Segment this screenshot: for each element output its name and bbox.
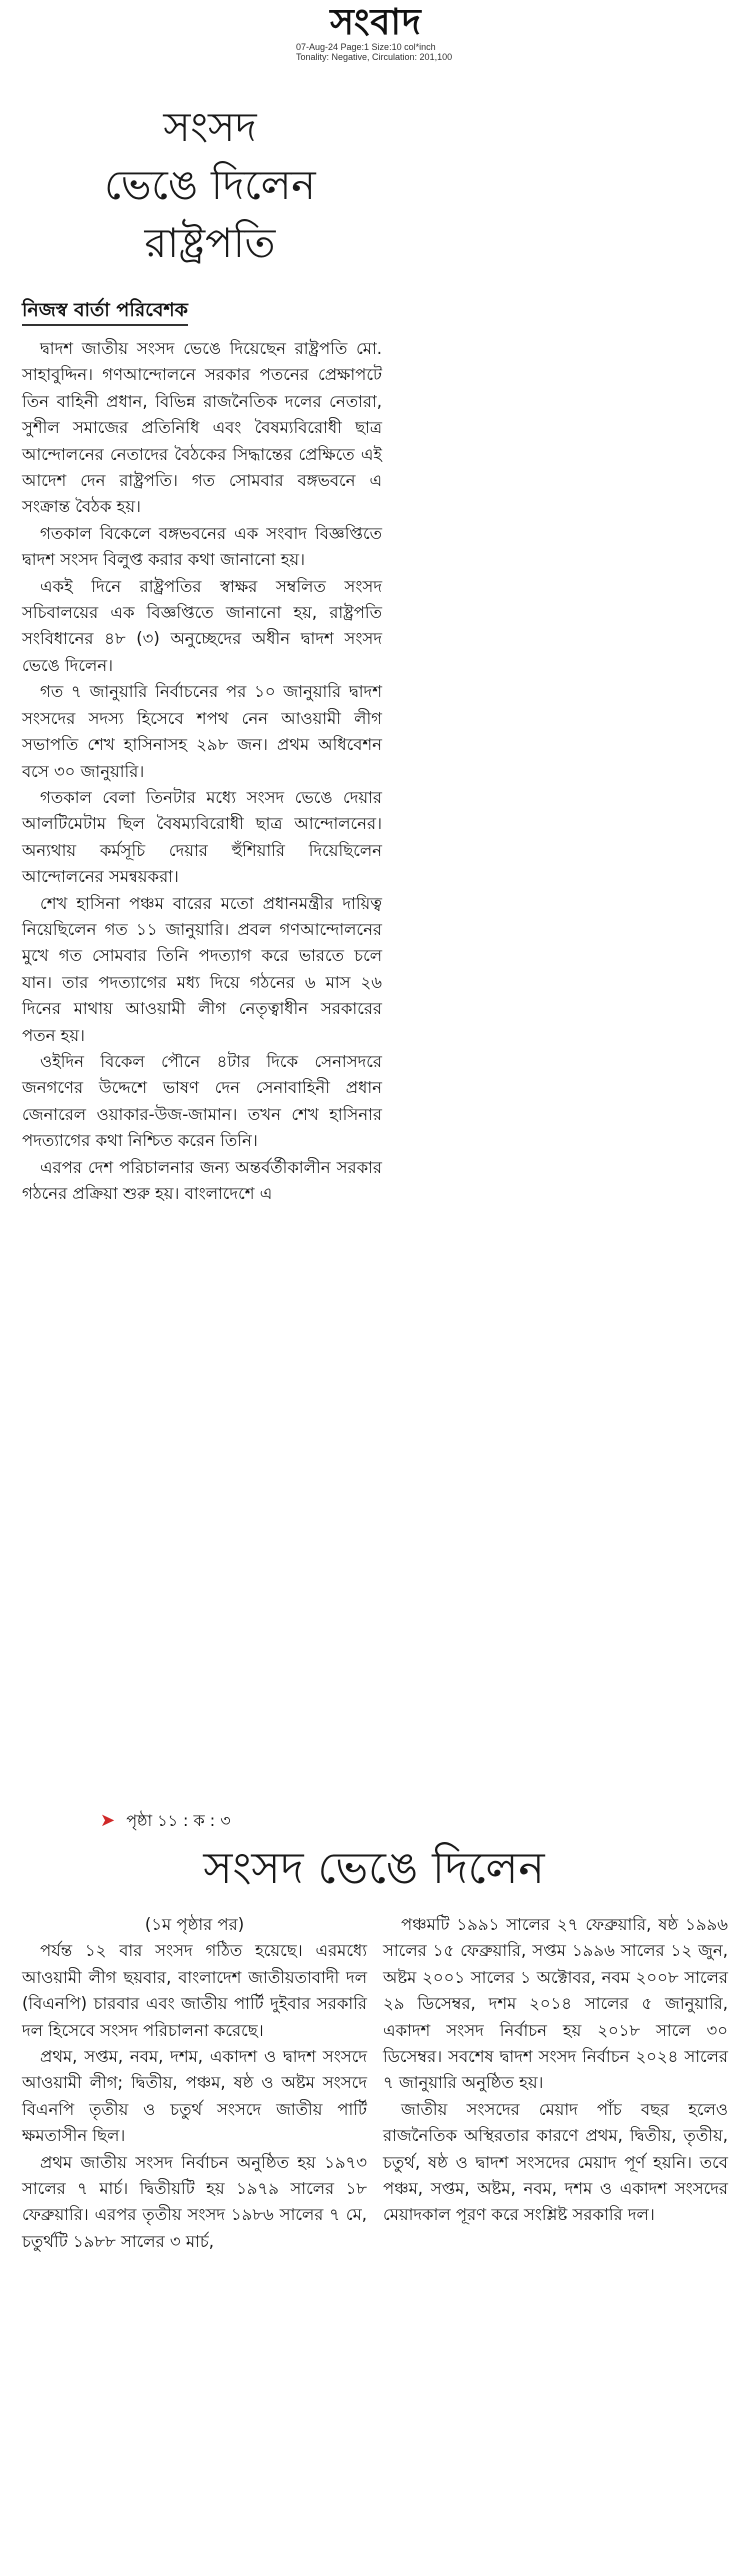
paragraph: শেখ হাসিনা পঞ্চম বারের মতো প্রধানমন্ত্রীর দায়িত্ব নিয়েছিলেন গত ১১ জানুয়ারি। প্রবল গণআন্দোলনের মুখে গত সোমবার তিনি পদত্যাগ করে ভারতে চলে যান। তার পদত্যাগের মধ্য দিয়ে গঠনের ৬ মাস ২৬ দিনের মাথায় আওয়ামী লীগ নেতৃত্বাধীন সরকারের পতন হয়।	[22, 893, 382, 1045]
paragraph: প্রথম, সপ্তম, নবম, দশম, একাদশ ও দ্বাদশ সংসদে আওয়ামী লীগ; দ্বিতীয়, পঞ্চম, ষষ্ঠ ও অষ্টম সংসদে বিএনপি তৃতীয় ও চতুর্থ সংসদে জাতীয় পার্টি ক্ষমতাসীন ছিল।	[22, 2047, 367, 2146]
continuation-jump	[100, 1810, 231, 1832]
paragraph: গতকাল বিকেলে বঙ্গভবনের এক সংবাদ বিজ্ঞপ্তিতে দ্বাদশ সংসদ বিলুপ্ত করার কথা জানানো হয়।	[22, 523, 382, 570]
article-headline	[60, 98, 360, 272]
continuation-column-right	[383, 1912, 728, 2229]
paragraph: পর্যন্ত ১২ বার সংসদ গঠিত হয়েছে। এরমধ্যে আওয়ামী লীগ ছয়বার, বাংলাদেশ জাতীয়তাবাদী দল (বিএনপি) চারবার এবং জাতীয় পার্টি দুইবার সরকারি দল হিসেবে সংসদ পরিচালনা করেছে।	[22, 1941, 367, 2040]
paragraph: ওইদিন বিকেল পৌনে ৪টার দিকে সেনাসদরে জনগণের উদ্দেশে ভাষণ দেন সেনাবাহিনী প্রধান জেনারেল ওয়াকার-উজ-জামান। তখন শেখ হাসিনার পদত্যাগের কথা নিশ্চিত করেন তিনি।	[22, 1051, 382, 1151]
paragraph: গত ৭ জানুয়ারি নির্বাচনের পর ১০ জানুয়ারি দ্বাদশ সংসদের সদস্য হিসেবে শপথ নেন আওয়ামী লীগ সভাপতি শেখ হাসিনাসহ ২৯৮ জন। প্রথম অধিবেশন বসে ৩০ জানুয়ারি।	[22, 682, 382, 781]
paragraph: গতকাল বেলা তিনটার মধ্যে সংসদ ভেঙে দেয়ার আলটিমেটাম ছিল বৈষম্যবিরোধী ছাত্র আন্দোলনের। অন্যথায় কর্মসূচি দেয়ার হুঁশিয়ারি দিয়েছিলেন আন্দোলনের সমন্বয়করা।	[22, 787, 382, 887]
continuation-column-left	[22, 1912, 367, 2255]
jump-page-ref: পৃষ্ঠা ১১ : ক : ৩	[126, 1811, 231, 1830]
paragraph: এরপর দেশ পরিচালনার জন্য অন্তর্বর্তীকালীন সরকার গঠনের প্রক্রিয়া শুরু হয়। বাংলাদেশে এ	[22, 1157, 382, 1203]
byline: নিজস্ব বার্তা পরিবেশক	[22, 298, 188, 326]
paragraph: পঞ্চমটি ১৯৯১ সালের ২৭ ফেব্রুয়ারি, ষষ্ঠ ১৯৯৬ সালের ১৫ ফেব্রুয়ারি, সপ্তম ১৯৯৬ সালের ১২ জুন, অষ্টম ২০০১ সালের ১ অক্টোবর, নবম ২০০৮ সালের ২৯ ডিসেম্বর, দশম ২০১৪ সালের ৫ জানুয়ারি, একাদশ সংসদ নির্বাচন হয় ২০১৮ সালে ৩০ ডিসেম্বর। সবশেষ দ্বাদশ সংসদ নির্বাচন ২০২৪ সালের ৭ জানুয়ারি অনুষ্ঠিত হয়।	[383, 1915, 728, 2093]
continued-from-label: (১ম পৃষ্ঠার পর)	[144, 1915, 245, 1934]
headline-line-3: রাষ্ট্রপতি	[144, 219, 276, 267]
paragraph: প্রথম জাতীয় সংসদ নির্বাচন অনুষ্ঠিত হয় ১৯৭৩ সালের ৭ মার্চ। দ্বিতীয়টি হয় ১৯৭৯ সালের ১৮ ফেব্রুয়ারি। এরপর তৃতীয় সংসদ ১৯৮৬ সালের ৭ মে, চতুর্থটি ১৯৮৮ সালের ৩ মার্চ,	[22, 2152, 367, 2251]
headline-line-1: সংসদ	[163, 103, 257, 151]
paragraph: দ্বাদশ জাতীয় সংসদ ভেঙে দিয়েছেন রাষ্ট্রপতি মো. সাহাবুদ্দিন। গণআন্দোলনে সরকার পতনের প্রেক্ষাপটে তিন বাহিনী প্রধান, বিভিন্ন রাজনৈতিক দলের নেতারা, সুশীল সমাজের প্রতিনিধি এবং বৈষম্যবিরোধী ছাত্র আন্দোলনের নেতাদের বৈঠকের সিদ্ধান্তের প্রেক্ষিতে এই আদেশ দেন রাষ্ট্রপতি। গত সোমবার বঙ্গভবনে এ সংক্রান্ত বৈঠক হয়।	[22, 339, 382, 517]
continuation-headline: সংসদ ভেঙে দিলেন	[203, 1843, 545, 1894]
paragraph: একই দিনে রাষ্ট্রপতির স্বাক্ষর সম্বলিত সংসদ সচিবালয়ের এক বিজ্ঞপ্তিতে জানানো হয়, রাষ্ট্রপতি সংবিধানের ৪৮ (৩) অনুচ্ছেদের অধীন দ্বাদশ সংসদ ভেঙে দিলেন।	[22, 576, 382, 675]
arrow-right-icon: ➤	[100, 1810, 116, 1831]
article-body	[22, 336, 382, 1207]
masthead	[0, 0, 748, 62]
clipping-meta-size: 07-Aug-24 Page:1 Size:10 col*inch	[296, 42, 436, 52]
clipping-meta-tonality: Tonality: Negative, Circulation: 201,100	[296, 52, 453, 62]
newspaper-logo: সংবাদ	[330, 1, 422, 43]
headline-line-2: ভেঙে দিলেন	[104, 161, 316, 209]
paragraph: জাতীয় সংসদের মেয়াদ পাঁচ বছর হলেও রাজনৈতিক অস্থিরতার কারণে প্রথম, দ্বিতীয়, তৃতীয়, চতুর্থ, ষষ্ঠ ও দ্বাদশ সংসদের মেয়াদ পূর্ণ হয়নি। তবে পঞ্চম, সপ্তম, অষ্টম, নবম, দশম ও একাদশ সংসদের মেয়াদকাল পূরণ করে সংশ্লিষ্ট সরকারি দল।	[383, 2099, 728, 2225]
